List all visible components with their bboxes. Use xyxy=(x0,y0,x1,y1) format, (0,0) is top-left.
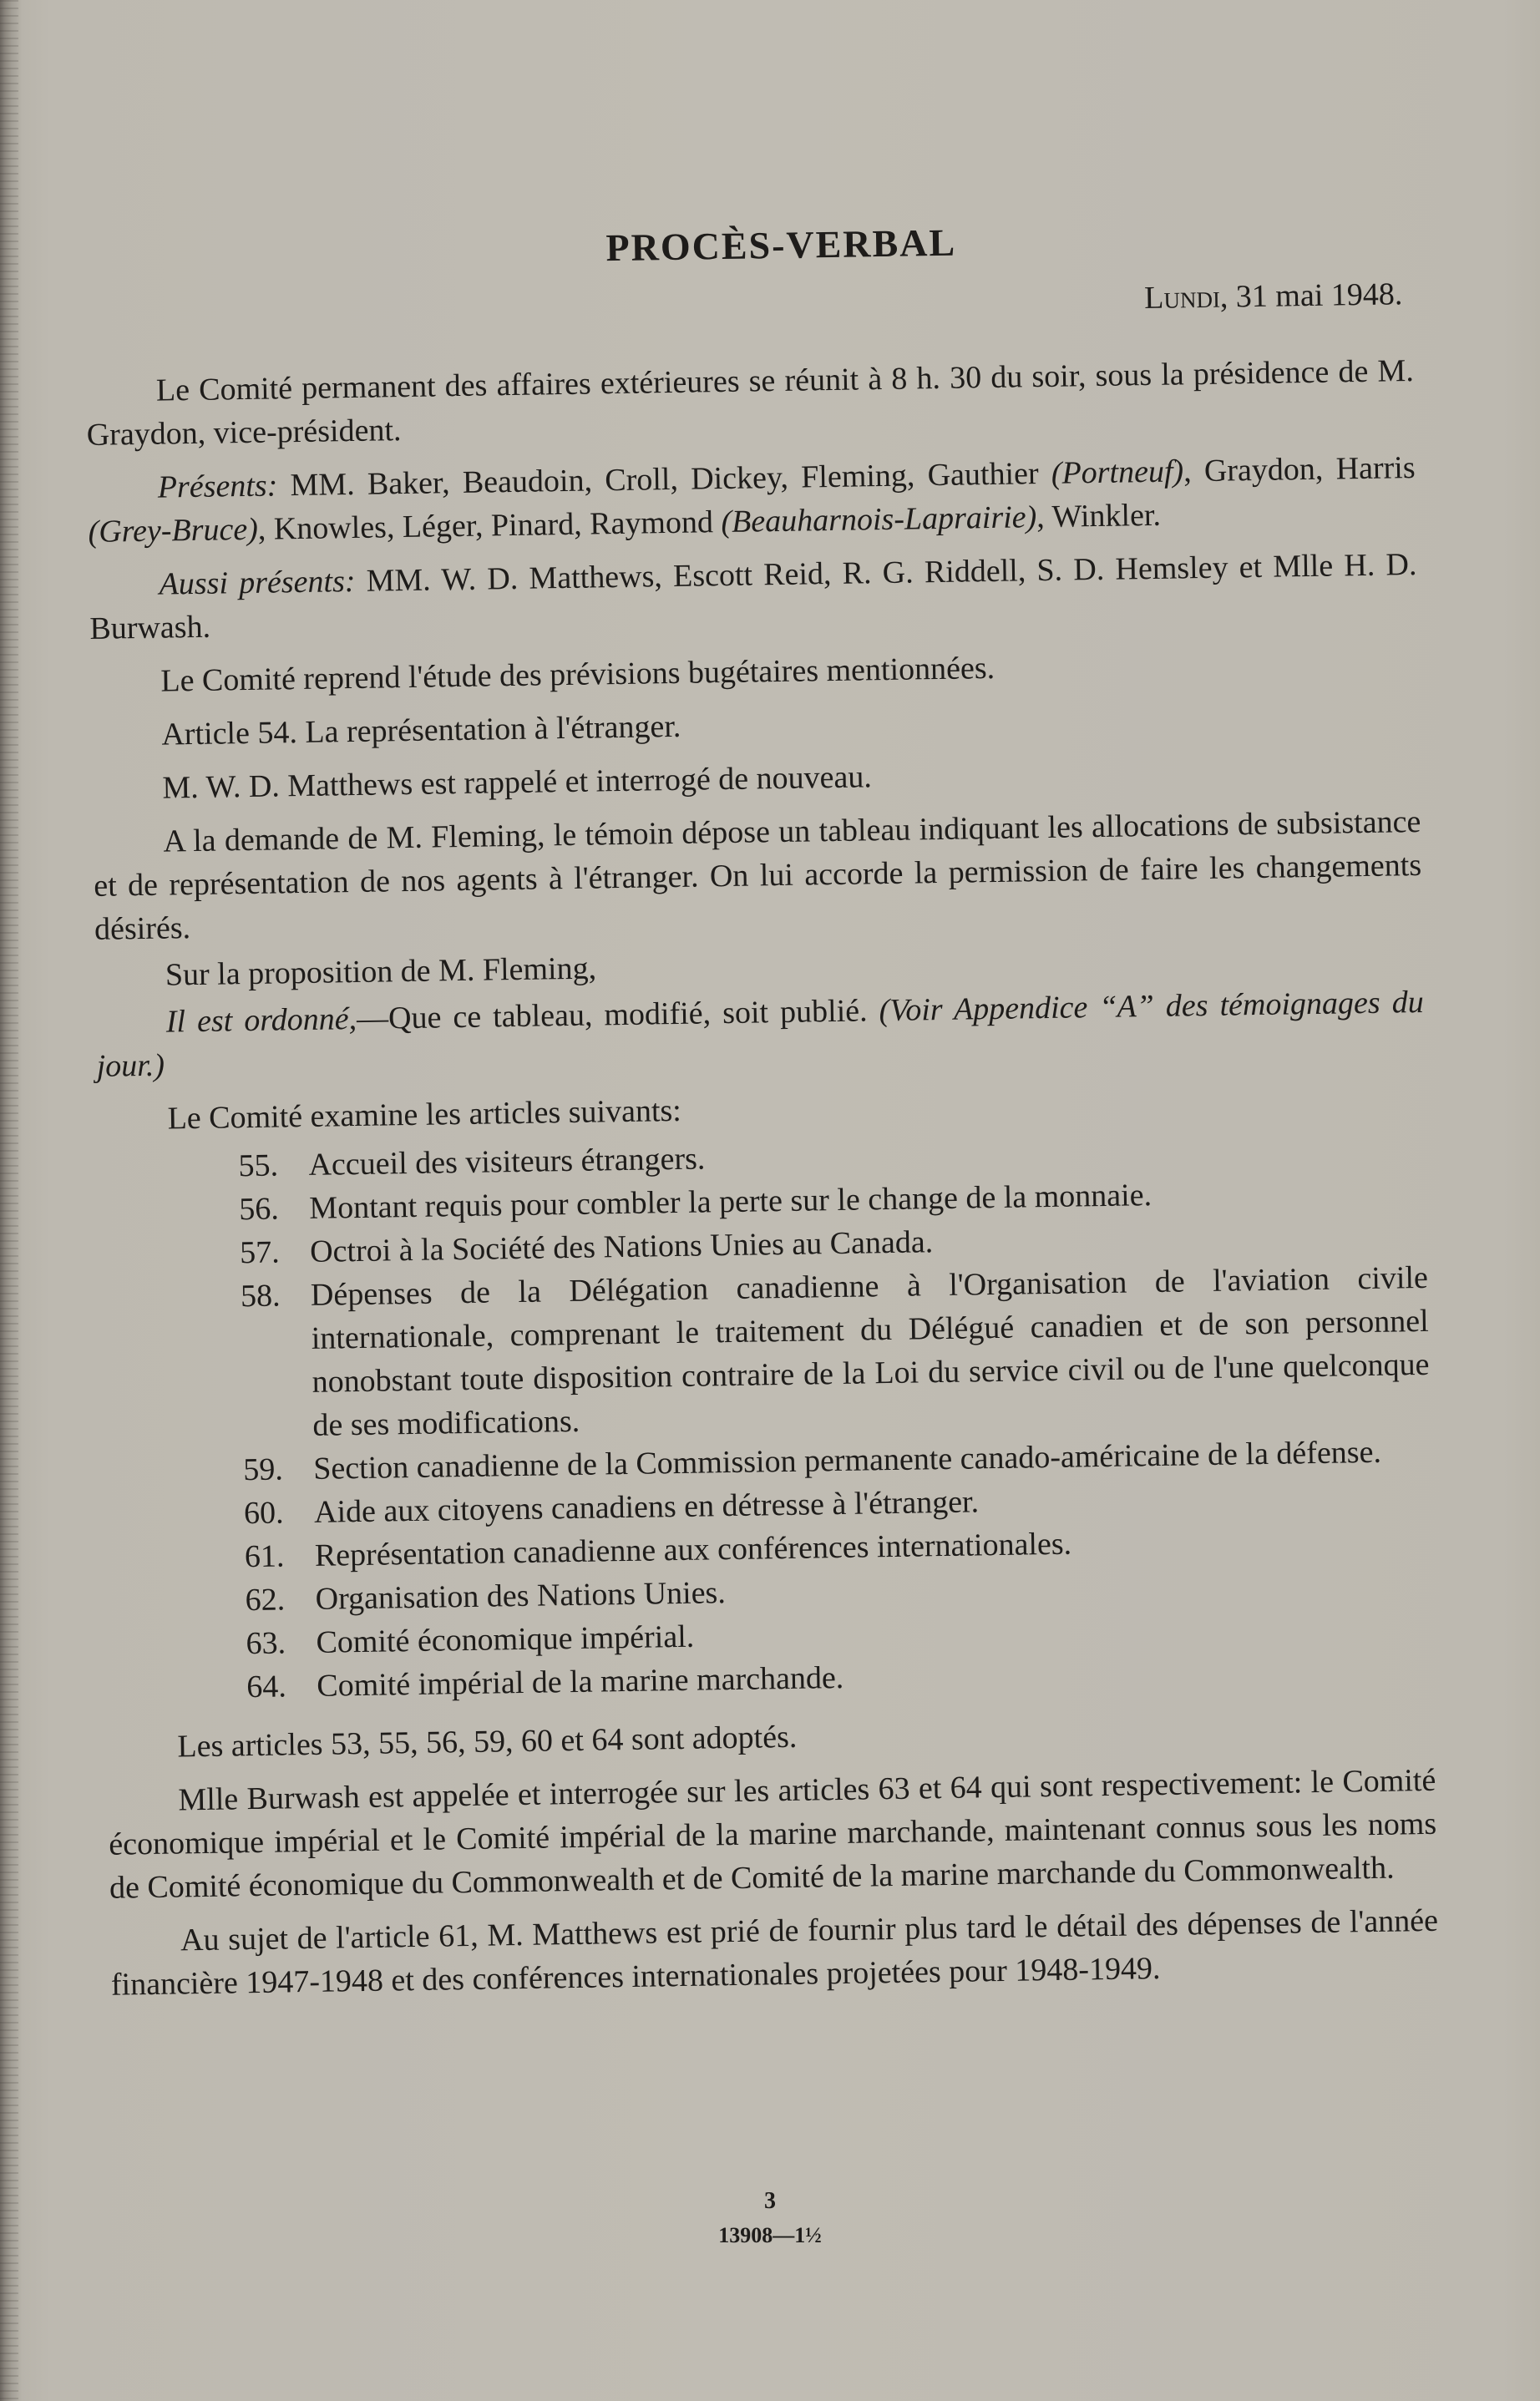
page-number: 3 xyxy=(764,2188,776,2214)
articles-list xyxy=(98,1126,1434,1711)
present-names-a: MM. Baker, Beaudoin, Croll, Dickey, Fleming, Gauthier xyxy=(290,456,1039,504)
list-item xyxy=(241,1256,1431,1448)
present-riding-portneuf: (Portneuf) xyxy=(1051,453,1184,491)
article-number: 57. xyxy=(239,1234,281,1271)
article-number: 60. xyxy=(243,1495,284,1532)
paragraph-fleming-motion: Sur la proposition de M. Fleming, xyxy=(165,950,597,993)
article-text: Organisation des Nations Unies. xyxy=(315,1575,727,1617)
paragraph-present-members xyxy=(87,446,1416,554)
article-number: 55. xyxy=(238,1147,279,1184)
article-text: Aide aux citoyens canadiens en détresse à l'étranger. xyxy=(313,1484,980,1530)
present-names-e: , Knowles, Léger, Pinard, Raymond xyxy=(257,504,714,547)
article-text: Section canadienne de la Commission permanente canado-américaine de la défense. xyxy=(312,1434,1382,1487)
paragraph-ordered xyxy=(95,980,1424,1088)
present-riding-beauharnois: (Beauharnois-Laprairie) xyxy=(721,499,1037,540)
page-content xyxy=(84,213,1439,2017)
paragraph-resumes-study: Le Comité reprend l'étude des prévisions bugétaires mentionnées. xyxy=(160,650,995,699)
paragraph-opening: Le Comité permanent des affaires extérieures se réunit à 8 h. 30 du soir, sous la présidence de M. Graydon, vice-président. xyxy=(86,353,1415,453)
paragraph-article-61: Au sujet de l'article 61, M. Matthews est prié de fournir plus tard le détail des dépenses de l'année financière 1947-1948 et des conférences internationales projetées pour 1948-1949. xyxy=(110,1902,1439,2003)
paragraph-fleming-request: A la demande de M. Fleming, le témoin dépose un tableau indiquant les allocations de subsistance et de représentation de nos agents à l'étranger. On lui accorde la permission de faire les changements désirés. xyxy=(93,803,1422,947)
paragraph-matthews-recalled: M. W. D. Matthews est rappelé et interrogé de nouveau. xyxy=(162,759,873,806)
paragraph-article-54: Article 54. La représentation à l'étranger. xyxy=(161,708,681,752)
appendix-reference: (Voir Appendice “A” des témoignages du jour.) xyxy=(96,984,1424,1084)
article-text: Dépenses de la Délégation canadienne à l'Organisation de l'aviation civile internationale, comprenant le traitement du Délégué canadien et de son personnel nonobstant toute disposition contraire de la Loi du service civil ou de l'une quelconque de ses modifications. xyxy=(310,1259,1430,1443)
meeting-date xyxy=(84,276,1402,333)
article-number: 61. xyxy=(244,1538,285,1575)
article-number: 63. xyxy=(246,1625,286,1662)
paragraph-articles-adopted: Les articles 53, 55, 56, 59, 60 et 64 sont adoptés. xyxy=(177,1719,798,1765)
ordered-label: Il est ordonné, xyxy=(165,1000,357,1040)
article-number: 59. xyxy=(242,1451,284,1488)
article-text: Accueil des visiteurs étrangers. xyxy=(308,1141,706,1183)
article-text: Comité impérial de la marine marchande. xyxy=(317,1659,844,1704)
article-number: 56. xyxy=(239,1191,280,1228)
print-code: 13908—1½ xyxy=(718,2223,822,2247)
present-names-c: , Graydon, Harris xyxy=(1183,449,1416,489)
ordered-text: —Que ce tableau, modifié, soit publié. xyxy=(356,993,868,1036)
also-present-names: MM. W. D. Matthews, Escott Reid, R. G. Riddell, S. D. Hemsley et Mlle H. D. Burwash. xyxy=(89,546,1417,646)
article-number: 62. xyxy=(245,1582,286,1618)
paragraph-burwash-called: Mlle Burwash est appelée et interrogée sur les articles 63 et 64 qui sont respectivement: le Comité économique impérial et le Comité impérial de la marine marchande, maintenant connus sous les noms de Comité économique du Commonwealth et de Comité de la marine marchande du Commonwealth. xyxy=(108,1762,1437,1906)
paragraph-also-present xyxy=(89,543,1417,651)
book-spine-edge xyxy=(0,0,18,2401)
article-text: Représentation canadienne aux conférences internationales. xyxy=(314,1526,1072,1573)
present-label: Présents: xyxy=(157,468,278,505)
article-text: Octroi à la Société des Nations Unies au Canada. xyxy=(309,1224,934,1269)
present-names-g: , Winkler. xyxy=(1036,497,1162,535)
also-present-label: Aussi présents: xyxy=(159,563,356,602)
present-riding-grey-bruce: (Grey-Bruce) xyxy=(88,511,259,550)
article-text: Montant requis pour combler la perte sur le change de la monnaie. xyxy=(309,1178,1152,1226)
paragraph-articles-intro: Le Comité examine les articles suivants: xyxy=(167,1092,682,1137)
article-number: 64. xyxy=(246,1669,287,1705)
article-number: 58. xyxy=(240,1278,281,1314)
page-title: PROCÈS-VERBAL xyxy=(605,220,957,270)
article-text: Comité économique impérial. xyxy=(316,1618,695,1660)
date-rest: 31 mai 1948. xyxy=(1235,276,1403,315)
date-day: Lundi, xyxy=(1143,279,1228,317)
